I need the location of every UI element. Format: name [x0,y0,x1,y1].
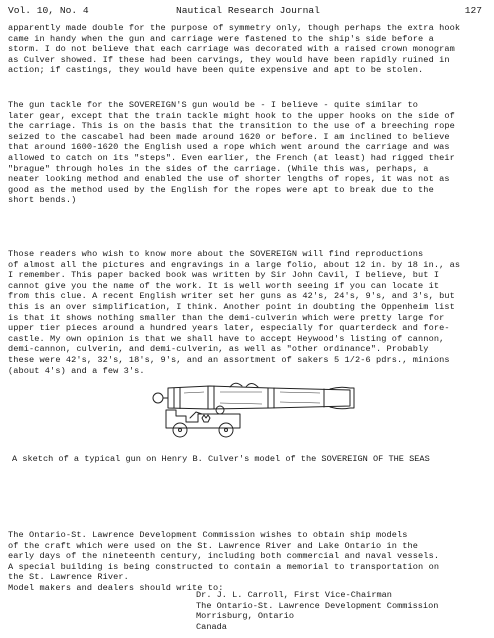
text-line: is that it shows nothing smaller than the demi-culverin which were pretty large for [8,312,445,323]
address-line: Dr. J. L. Carroll, First Vice-Chairman [196,590,392,600]
text-line: (about 4's) and a few 3's. [8,365,145,376]
figure-caption: A sketch of a typical gun on Henry B. Culver's model of the SOVEREIGN OF THE SEAS [12,454,430,464]
text-line: upper tier pieces around a hundred years later, especially for quarterdeck and fore- [8,323,450,334]
text-line: that around 1600-1620 the English used a rope which went around the carriage and was [8,142,450,153]
text-line: allowed to catch on its "steps". Even earlier, the French (at least) had rigged their [8,152,455,163]
text-line: from this clue. A recent English writer set her guns as 42's, 24's, 9's, and 3's, but [8,291,455,302]
text-line: A special building is being constructed to contain a memorial to transportation on [8,561,440,572]
page-header [8,5,482,17]
text-line: action; if castings, they would have been quite expensive and apt to be stolen. [8,65,424,76]
text-line: The Ontario-St. Lawrence Development Commission wishes to obtain ship models [8,530,408,540]
text-line: storm. I do not believe that each carriage was decorated with a raised crown monogram [8,44,455,55]
volume-number: Vol. 10, No. 4 [8,5,89,16]
contact-address [196,590,438,632]
paragraph-3 [8,249,484,376]
text-line: this is an over simplification, I think. Another point in doubting the Oppenheim list [8,301,455,312]
text-line: castle. My own opinion is that we shall have to accept Heywood's listing of cannon, [8,333,445,344]
text-line: as Culver showed. If these had been carvings, they would have been rapidly ruined in [8,54,450,65]
page-number: 127 [464,5,482,16]
text-line: the carriage. This is on the basis that the transition to the use of a breeching rope [8,121,455,132]
text-line: of the craft which were used on the St. Lawrence River and Lake Ontario in the [8,540,419,551]
text-line: later gear, except that the train tackle might hook to the upper hooks on the side of [8,110,455,121]
address-line: Canada [196,621,227,632]
text-line: the St. Lawrence River. [8,572,129,583]
text-line: cannot give you the name of the work. It is well worth seeing if you can locate it [8,280,440,291]
text-line: I remember. This paper backed book was written by Sir John Cavil, I believe, but I [8,270,440,281]
address-line: The Ontario-St. Lawrence Development Commission [196,600,439,611]
text-line: apparently made double for the purpose of symmetry only, though perhaps the extra hook [8,23,461,33]
text-line: of almost all the pictures and engravings in a large folio, about 12 in. by 18 in., as [8,259,461,270]
text-line: Model makers and dealers should write to: [8,582,224,593]
text-line: Those readers who wish to know more about the SOVEREIGN will find reproductions [8,249,424,259]
notice-paragraph [8,530,484,594]
text-line: came in handy when the gun and carriage were fastened to the ship's side before a [8,33,434,44]
gun-sketch [150,366,365,442]
text-line: good as the method used by the English for the ropes were apt to break due to the [8,184,434,195]
text-line: "brague" through holes in the sides of the carriage. (While this was, perhaps, a [8,163,429,174]
journal-title: Nautical Research Journal [176,5,320,16]
text-line: seized to the cascabel had been made around 1620 or before. I am inclined to believe [8,131,450,142]
text-line: short bends.) [8,195,77,206]
text-line: demi-cannon, culverin, and demi-culverin, as well as "other ordinance". Probably [8,344,429,355]
address-line: Morrisburg, Ontario [196,611,294,622]
paragraph-2 [8,100,484,206]
text-line: The gun tackle for the SOVEREIGN'S gun would be - I believe - quite similar to [8,100,419,110]
text-line: neater looking method and enabled the use of shorter lengths of ropes, it was not as [8,174,450,185]
text-line: early days of the nineteenth century, including both commercial and naval vessels. [8,551,440,562]
paragraph-1 [8,23,484,76]
text-line: these were 42's, 32's, 18's, 9's, and an assortment of sakers 5 1/2-6 pdrs., minions [8,354,450,365]
